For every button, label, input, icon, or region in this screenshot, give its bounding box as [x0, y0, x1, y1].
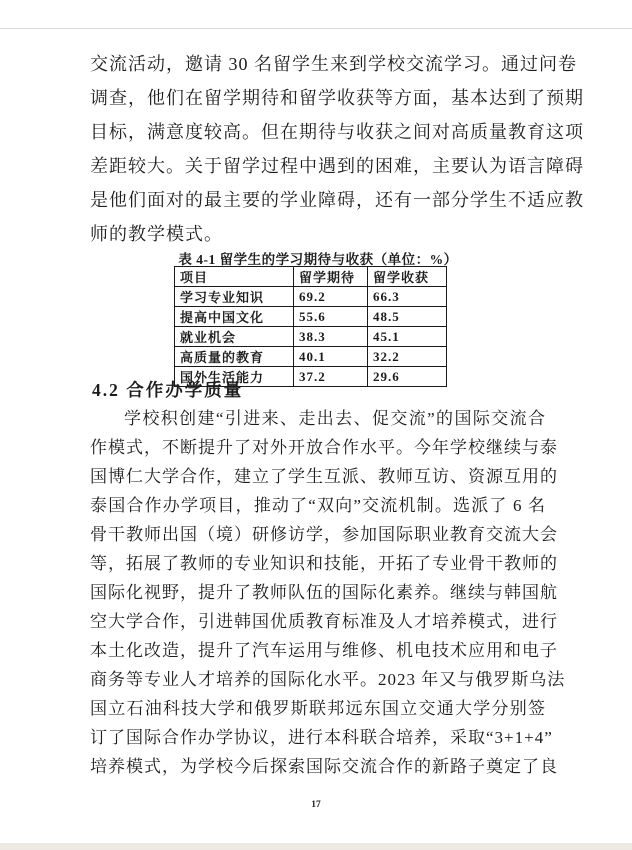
text-line: 空大学合作，引进韩国优质教育标准及人才培养模式，进行 — [90, 612, 558, 631]
body-paragraph-1 — [90, 47, 584, 251]
table-cell: 学习专业知识 — [175, 287, 294, 307]
text-line: 等，拓展了教师的专业知识和技能，开拓了专业骨干教师的 — [90, 554, 558, 573]
table-cell: 就业机会 — [175, 327, 294, 347]
text-line: 学校积创建“引进来、走出去、促交流”的国际交流合 — [124, 409, 546, 428]
text-line: 国博仁大学合作，建立了学生互派、教师互访、资源互用的 — [90, 467, 558, 486]
table-cell: 38.3 — [294, 327, 368, 347]
table-header-cell: 留学期待 — [294, 267, 368, 287]
text-line: 目标，满意度较高。但在期待与收获之间对高质量教育这项 — [90, 122, 584, 142]
text-line: 是他们面对的最主要的学业障碍，还有一部分学生不适应教 — [90, 190, 584, 210]
table-caption: 表 4-1 留学生的学习期待与收获（单位：%） — [178, 252, 458, 267]
expectation-harvest-table — [174, 266, 447, 387]
table-row — [175, 307, 447, 327]
table-row — [175, 327, 447, 347]
text-line: 商务等专业人才培养的国际化水平。2023 年又与俄罗斯乌法 — [90, 670, 566, 689]
table-row — [175, 287, 447, 307]
table-row — [175, 347, 447, 367]
text-line: 骨干教师出国（境）研修访学，参加国际职业教育交流大会 — [90, 525, 558, 544]
table-cell: 45.1 — [368, 327, 447, 347]
page-bottom-edge-band — [0, 843, 632, 850]
text-line: 培养模式，为学校今后探索国际交流合作的新路子奠定了良 — [90, 757, 558, 776]
text-line: 本土化改造，提升了汽车运用与维修、机电技术应用和电子 — [90, 641, 558, 660]
table-header-row — [175, 267, 447, 287]
text-line: 师的教学模式。 — [90, 224, 223, 244]
text-line: 国际化视野，提升了教师队伍的国际化素养。继续与韩国航 — [90, 583, 558, 602]
text-line: 作模式，不断提升了对外开放合作水平。今年学校继续与泰 — [90, 438, 558, 457]
table-cell: 69.2 — [294, 287, 368, 307]
table-cell: 提高中国文化 — [175, 307, 294, 327]
table-cell: 48.5 — [368, 307, 447, 327]
table-cell: 国外生活能力 — [175, 367, 294, 387]
table-header-cell: 项目 — [175, 267, 294, 287]
table-cell: 29.6 — [368, 367, 447, 387]
text-line: 调查，他们在留学期待和留学收获等方面，基本达到了预期 — [90, 88, 584, 108]
text-line: 订了国际合作办学协议，进行本科联合培养，采取“3+1+4” — [90, 728, 553, 747]
table-cell: 37.2 — [294, 367, 368, 387]
table-header-cell: 留学收获 — [368, 267, 447, 287]
page-top-edge-line — [0, 28, 632, 29]
text-line: 国立石油科技大学和俄罗斯联邦远东国立交通大学分别签 — [90, 699, 546, 718]
table-cell: 40.1 — [294, 347, 368, 367]
table-cell: 66.3 — [368, 287, 447, 307]
table-cell: 32.2 — [368, 347, 447, 367]
section-heading: 4.2 合作办学质量 — [92, 380, 244, 400]
page-number: 17 — [311, 800, 321, 810]
text-line: 交流活动，邀请 30 名留学生来到学校交流学习。通过问卷 — [90, 54, 577, 74]
text-line: 差距较大。关于留学过程中遇到的困难，主要认为语言障碍 — [90, 156, 584, 176]
text-line: 泰国合作办学项目，推动了“双向”交流机制。选派了 6 名 — [90, 496, 546, 515]
table-cell: 高质量的教育 — [175, 347, 294, 367]
body-paragraph-2 — [90, 404, 566, 781]
table-cell: 55.6 — [294, 307, 368, 327]
